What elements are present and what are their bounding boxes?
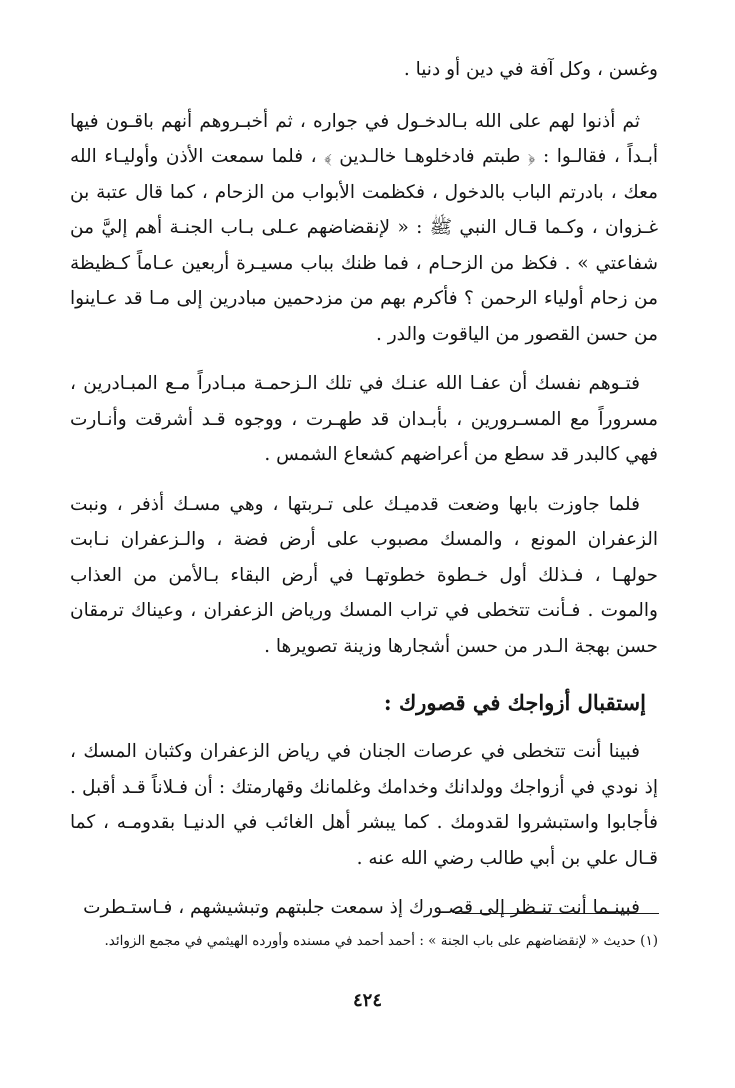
page-number: ٤٢٤ (352, 990, 382, 1011)
paragraph: ثم أذنوا لهم على الله بـالدخـول في جواره ، ثم أخبـروهم أنهم باقـون فيها أبـداً ، فقالـوا : ﴿ طبتم فادخلوهـا خالـدين ﴾ ، فلما سمعت الأذن وأوليـاء الله معك ، بادرتم الباب بالدخول ، فكظمت الأبواب من الزحام ، كما قال عتبة بن غـزوان ، وكـما قـال النبي ﷺ : « لإنقضاضهم عـلى بـاب الجنـة أهم إليَّ من شفاعتي » . فكظ من الزحـام ، فما ظنك بباب مسيـرة أربعين عـاماً كـظيظة من زحام أولياء الرحمن ؟ فأكرم بهم من مزدحمين مبادرين إلى مـا قد عـاينوا من حسن القصور من الياقوت والدر . (70, 110, 658, 345)
paragraph: فبينـما أنت تنـظر إلى قصـورك إذ سمعت جلبتهم وتبشيشهم ، فـاستـطرت (83, 897, 640, 918)
footnote-divider (455, 913, 659, 914)
paragraph: فتـوهم نفسك أن عفـا الله عنـك في تلك الـزحمـة مبـادراً مـع المبـادرين ، مسروراً مع المسـرورين ، بأبـدان قد طهـرت ، ووجوه قـد أشرقت وأنـارت فهي كالبدر قد سطع من أعراضهم كشعاع الشمس . (70, 373, 658, 465)
paragraph: فلما جاوزت بابها وضعت قدميـك على تـربتها ، وهي مسـك أذفر ، ونبت الزعفران المونع ، والمسك مصبوب على أرض فضة ، والـزعفران نـابت حولهـا ، فـذلك أول خـطوة خطوتهـا في أرض البقاء بـالأمن من العذاب والموت . فـأنت تتخطى في تراب المسك ورياض الزعفران ، وعيناك ترمقان حسن بهجة الـدر من حسن أشجارها وزينة تصويرها . (70, 493, 658, 657)
paragraph: فبينا أنت تتخطى في عرصات الجنان في رياض الزعفران وكثبان المسك ، إذ نودي في أزواجك وولدانك وخدامك وغلمانك وقهارمتك : أن فـلاناً قـد أقبل . فأجابوا واستبشروا لقدومك . كما يبشر أهل الغائب في الدنيـا بقدومـه ، كما قـال علي بن أبي طالب رضي الله عنه . (70, 741, 658, 869)
paragraph-continuation: وغسن ، وكل آفة في دين أو دنيا . (403, 59, 658, 80)
section-heading: إستقبال أزواجك في قصورك : (383, 690, 646, 715)
page-body (70, 52, 658, 940)
footnote: (١) حديث « لإنقضاضهم على باب الجنة » : أحمد أحمد في مسنده وأورده الهيثمي في مجمع الزوائد. (104, 933, 658, 949)
